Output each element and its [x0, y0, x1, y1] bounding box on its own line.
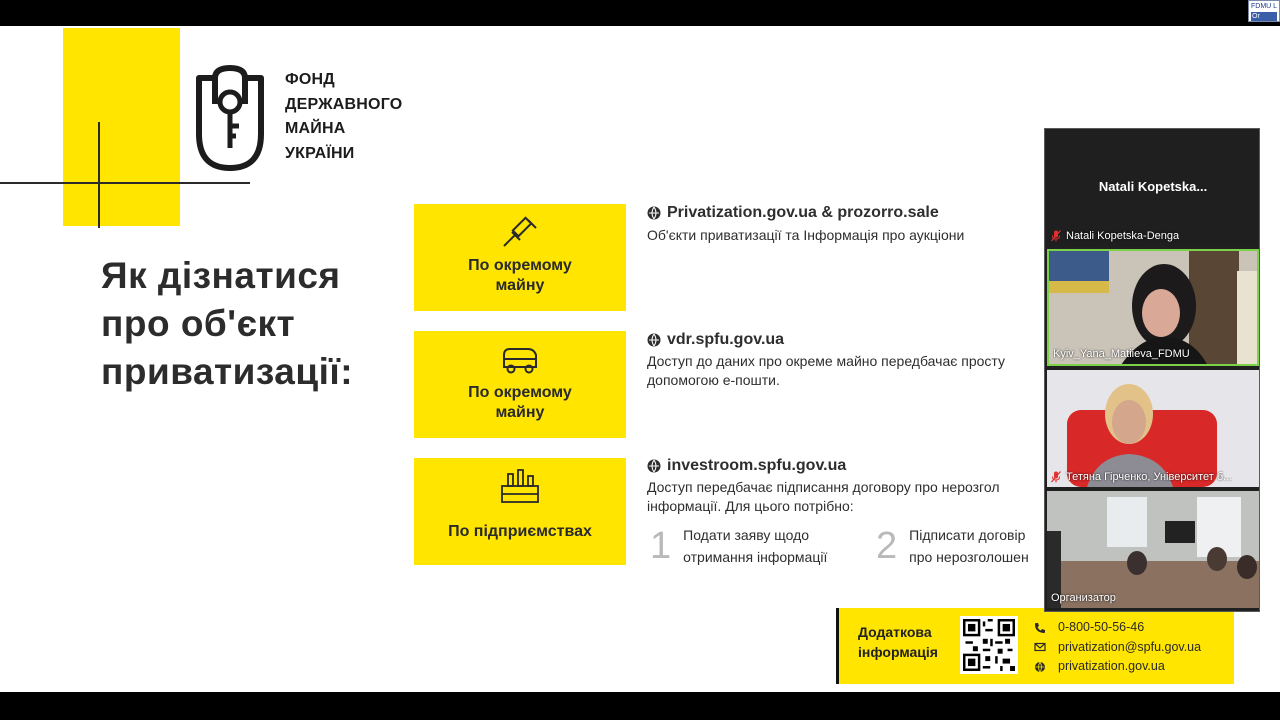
corner-badge[interactable]	[1248, 0, 1280, 22]
contact-site-row[interactable]	[1034, 657, 1201, 677]
globe-icon	[647, 333, 661, 347]
gavel-icon	[498, 214, 542, 252]
video-tile-name-only[interactable]	[1047, 129, 1259, 246]
step-text: Подати заяву щодо	[683, 527, 810, 543]
source-block	[647, 203, 1067, 245]
source-link[interactable]: Privatization.gov.ua & prozorro.sale	[667, 204, 939, 221]
participant-caption	[1053, 347, 1190, 361]
source-block	[647, 330, 1067, 390]
source-block	[647, 456, 1067, 516]
source-title-row[interactable]	[647, 203, 1067, 223]
source-title-row[interactable]	[647, 456, 1067, 476]
bottom-black-bar	[0, 692, 1280, 720]
step-text: отримання інформації	[683, 549, 828, 565]
card-enterprises	[414, 458, 626, 565]
step-text: про нерозголошен	[909, 549, 1029, 565]
card-label: майну	[495, 277, 545, 294]
corner-badge-line1: FDMU L	[1251, 3, 1278, 10]
globe-icon	[647, 459, 661, 473]
step-number: 1	[650, 525, 672, 567]
info-box-title	[858, 622, 938, 662]
participant-name: Natali Kopetska-Denga	[1066, 230, 1180, 242]
card-label: По підприємствах	[448, 523, 592, 540]
source-description: інформації. Для цього потрібно:	[647, 498, 854, 514]
globe-icon	[1034, 661, 1046, 673]
heading-line: Як дізнатися	[101, 255, 341, 296]
video-tile-participant[interactable]	[1047, 491, 1259, 608]
contact-email[interactable]: privatization@spfu.gov.ua	[1058, 639, 1202, 654]
card-label: По окремому	[468, 257, 572, 274]
step-text: Підписати договір	[909, 527, 1026, 543]
participant-caption	[1051, 591, 1116, 605]
source-description: Доступ до даних про окреме майно передбачає просту	[647, 353, 1005, 369]
factory-icon	[498, 468, 542, 506]
key-emblem-icon	[195, 64, 265, 172]
card-property-vdr	[414, 331, 626, 438]
phone-icon	[1034, 622, 1046, 634]
step-number: 2	[876, 525, 898, 567]
participant-name: Kyiv_Yana_Matiieva_FDMU	[1053, 348, 1190, 360]
contact-site[interactable]: privatization.gov.ua	[1058, 659, 1165, 673]
contact-phone-row[interactable]	[1034, 618, 1201, 638]
logo-vertical-line	[98, 122, 100, 228]
card-property-auctions	[414, 204, 626, 311]
mic-muted-icon	[1051, 471, 1061, 483]
top-black-bar	[0, 0, 1280, 26]
heading-line: про об'єкт	[101, 303, 296, 344]
logo-text-line: МАЙНА	[285, 120, 346, 137]
source-link[interactable]: vdr.spfu.gov.ua	[667, 331, 785, 348]
logo-horizontal-line	[0, 182, 250, 184]
corner-badge-line2: Or	[1251, 12, 1277, 21]
source-description: Доступ передбачає підписання договору про нерозгол	[647, 479, 1000, 495]
additional-info-box	[836, 608, 1234, 684]
step-1	[650, 524, 827, 568]
source-description: допомогою е-пошти.	[647, 372, 780, 388]
info-title-line: інформація	[858, 644, 938, 660]
car-icon	[498, 341, 542, 379]
video-tile-participant[interactable]	[1047, 370, 1259, 487]
mail-icon	[1034, 641, 1046, 653]
card-label: По окремому	[468, 384, 572, 401]
logo-text	[285, 68, 402, 166]
logo-yellow-block	[63, 28, 180, 226]
slide-heading	[101, 252, 353, 396]
step-2	[876, 524, 1029, 568]
info-title-line: Додаткова	[858, 624, 932, 640]
source-description: Об'єкти приватизації та Інформація про аукціони	[647, 227, 965, 243]
presentation-slide	[0, 26, 1280, 692]
info-box-left-border	[836, 608, 839, 684]
qr-code-icon[interactable]	[960, 616, 1018, 674]
contact-phone[interactable]: 0-800-50-56-46	[1058, 620, 1145, 634]
video-tile-participant[interactable]	[1047, 249, 1259, 366]
mic-muted-icon	[1051, 230, 1061, 242]
source-title-row[interactable]	[647, 330, 1067, 350]
heading-line: приватизації:	[101, 351, 354, 392]
logo-text-line: ДЕРЖАВНОГО	[285, 95, 403, 113]
participant-caption	[1051, 470, 1232, 484]
logo-text-line: УКРАЇНИ	[285, 144, 355, 162]
contact-email-row[interactable]	[1034, 638, 1201, 658]
globe-icon	[647, 206, 661, 220]
participant-big-name: Natali Kopetska...	[1098, 179, 1208, 194]
participant-name: Организатор	[1051, 592, 1116, 604]
participant-name: Тетяна Гірченко, Університет б...	[1066, 471, 1233, 483]
contacts-list	[1034, 618, 1201, 677]
source-link[interactable]: investroom.spfu.gov.ua	[667, 457, 847, 474]
logo-text-line: ФОНД	[285, 71, 335, 88]
card-label: майну	[495, 404, 545, 421]
video-participants-panel	[1044, 128, 1260, 612]
participant-caption	[1051, 229, 1179, 243]
